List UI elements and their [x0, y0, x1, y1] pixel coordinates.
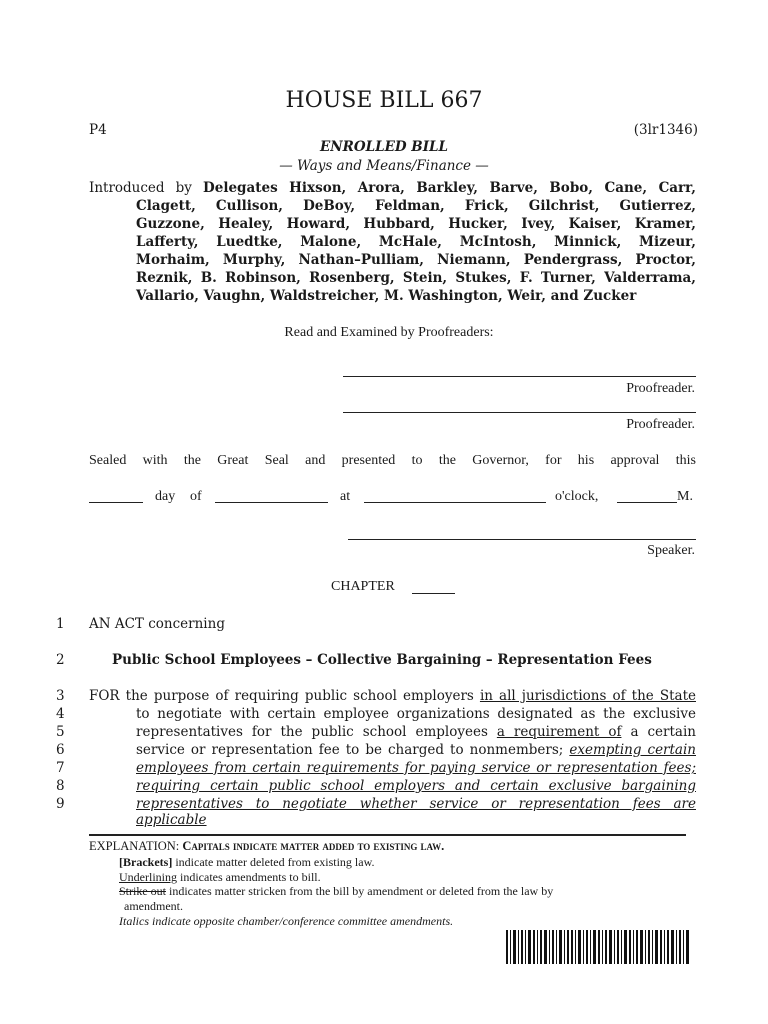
line-number: 9 — [56, 796, 65, 812]
line-number: 7 — [56, 760, 65, 776]
act-text: a certain — [621, 724, 696, 740]
meridiem-blank — [617, 502, 677, 503]
act-text: representatives for the public school employees — [136, 724, 497, 740]
explanation-label: EXPLANATION: — [89, 839, 180, 853]
underlining-word: Underlining — [119, 870, 177, 884]
brackets-text: indicate matter deleted from existing law. — [172, 855, 375, 869]
sponsor-line: Lafferty, Luedtke, Malone, McHale, McIntosh, Minnick, Mizeur, — [136, 234, 696, 250]
line-number: 5 — [56, 724, 65, 740]
proofreader-label-2: Proofreader. — [626, 417, 695, 432]
proofreader-label-1: Proofreader. — [626, 381, 695, 396]
line-number: 4 — [56, 706, 65, 722]
underlining-note — [119, 870, 321, 885]
act-line-6 — [136, 742, 696, 758]
line-number: 3 — [56, 688, 65, 704]
act-amendment-text: a requirement of — [496, 724, 622, 740]
day-word: day — [155, 489, 176, 504]
committee-line: — Ways and Means/Finance — — [279, 158, 489, 174]
line-number: 1 — [56, 616, 65, 632]
act-line-8: requiring certain public school employers and certain exclusive bargaining — [136, 778, 696, 794]
footer-divider — [89, 834, 686, 836]
speaker-label: Speaker. — [647, 543, 695, 558]
strike-word: Strike out — [119, 884, 166, 898]
barcode-image — [506, 930, 689, 964]
bill-code: P4 — [89, 122, 107, 138]
of-word: of — [190, 489, 202, 504]
underlining-text: indicates amendments to bill. — [177, 870, 321, 884]
explanation-line — [89, 839, 444, 854]
month-blank — [215, 502, 328, 503]
act-text: service or representation fee to be charged to nonmembers; — [136, 742, 570, 758]
enrolled-bill-label: ENROLLED BILL — [320, 139, 448, 155]
act-line-3 — [89, 688, 696, 704]
act-line-5 — [136, 724, 696, 740]
act-title: Public School Employees – Collective Bargaining – Representation Fees — [112, 652, 652, 668]
bill-title: HOUSE BILL 667 — [285, 88, 483, 113]
sponsor-line: Vallario, Vaughn, Waldstreicher, M. Washington, Weir, and Zucker — [136, 288, 637, 304]
proofreaders-heading: Read and Examined by Proofreaders: — [284, 325, 494, 340]
act-line-9: representatives to negotiate whether service or representation fees are applicable — [136, 796, 696, 828]
seal-date-line — [89, 489, 696, 509]
line-number: 6 — [56, 742, 65, 758]
introduced-by-label: Introduced by — [89, 180, 192, 196]
italics-note: Italics indicate opposite chamber/conference committee amendments. — [119, 914, 454, 928]
line-number: 2 — [56, 652, 65, 668]
proofreader-signature-line-2 — [343, 412, 696, 413]
act-amendment-text: exempting certain — [569, 742, 696, 758]
sponsor-block — [89, 180, 696, 306]
act-concerning: AN ACT concerning — [89, 616, 225, 632]
act-text: FOR the purpose of requiring public school employers — [89, 688, 480, 704]
brackets-note — [119, 855, 374, 870]
capitals-note: Capitals indicate matter added to existing law. — [182, 839, 445, 853]
strike-note — [119, 884, 553, 899]
chapter-blank — [412, 593, 455, 594]
sponsor-line: Morhaim, Murphy, Nathan–Pulliam, Niemann, Pendergrass, Proctor, — [136, 252, 696, 268]
sponsor-line: Guzzone, Healey, Howard, Hubbard, Hucker, Ivey, Kaiser, Kramer, — [136, 216, 696, 232]
strike-note-continued: amendment. — [124, 899, 183, 913]
at-word: at — [340, 489, 351, 504]
proofreader-signature-line-1 — [343, 376, 696, 377]
chapter-label: CHAPTER — [331, 579, 395, 594]
doc-id: (3lr1346) — [633, 122, 698, 138]
line-number: 8 — [56, 778, 65, 794]
speaker-signature-line — [348, 539, 696, 540]
seal-line: Sealed with the Great Seal and presented to the Governor, for his approval this — [89, 453, 696, 468]
oclock-word: o'clock, — [555, 489, 599, 504]
act-amendment-text: in all jurisdictions of the State — [479, 688, 696, 704]
act-line-4: to negotiate with certain employee organizations designated as the exclusive — [136, 706, 696, 722]
time-blank — [364, 502, 546, 503]
sponsor-line — [89, 180, 696, 198]
sponsor-line: Clagett, Cullison, DeBoy, Feldman, Frick, Gilchrist, Gutierrez, — [136, 198, 696, 214]
brackets-word: [Brackets] — [119, 855, 173, 869]
sponsor-line: Reznik, B. Robinson, Rosenberg, Stein, Stukes, F. Turner, Valderrama, — [136, 270, 696, 286]
act-line-7: employees from certain requirements for paying service or representation fees; — [136, 760, 696, 776]
day-blank — [89, 502, 143, 503]
m-word: M. — [677, 489, 693, 504]
strike-text: indicates matter stricken from the bill by amendment or deleted from the law by — [166, 884, 554, 898]
sponsor-names: Delegates Hixson, Arora, Barkley, Barve, Bobo, Cane, Carr, — [203, 180, 697, 196]
